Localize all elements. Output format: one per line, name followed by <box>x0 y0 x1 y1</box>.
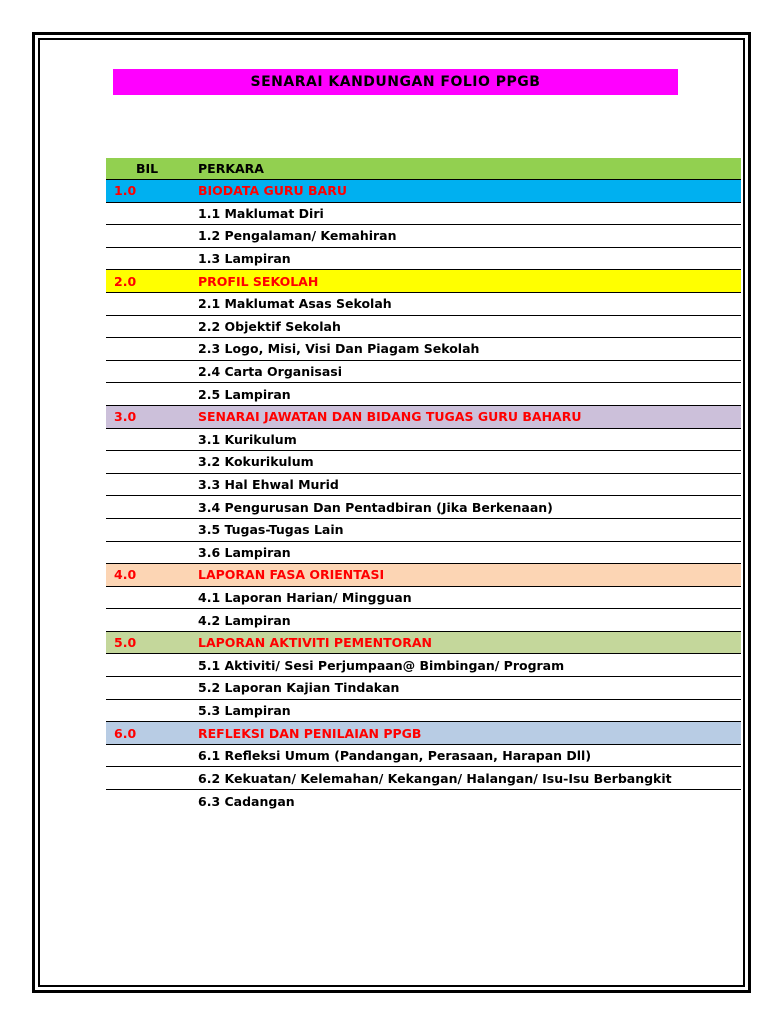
row-perkara: 3.6 Lampiran <box>198 544 291 560</box>
document-title: SENARAI KANDUNGAN FOLIO PPGB <box>113 69 678 95</box>
table-row <box>106 587 741 610</box>
row-perkara: SENARAI JAWATAN DAN BIDANG TUGAS GURU BAHARU <box>198 409 582 425</box>
header-bil: BIL <box>136 161 159 176</box>
row-perkara: 6.2 Kekuatan/ Kelemahan/ Kekangan/ Halangan/ Isu-Isu Berbangkit <box>198 770 672 786</box>
row-perkara: 5.2 Laporan Kajian Tindakan <box>198 680 400 696</box>
row-perkara: LAPORAN FASA ORIENTASI <box>198 567 385 583</box>
row-perkara: 2.5 Lampiran <box>198 386 291 402</box>
table-row <box>106 474 741 497</box>
table-row <box>106 293 741 316</box>
row-bil: 2.0 <box>114 273 137 289</box>
row-perkara: REFLEKSI DAN PENILAIAN PPGB <box>198 725 422 741</box>
header-perkara: PERKARA <box>198 161 264 176</box>
row-bil: 1.0 <box>114 183 137 199</box>
row-perkara: 1.1 Maklumat Diri <box>198 205 324 221</box>
table-row <box>106 338 741 361</box>
row-bil: 4.0 <box>114 567 137 583</box>
table-row <box>106 225 741 248</box>
section-row <box>106 564 741 587</box>
table-row <box>106 496 741 519</box>
table-row <box>106 451 741 474</box>
table-row <box>106 429 741 452</box>
row-perkara: 3.2 Kokurikulum <box>198 454 314 470</box>
row-perkara: 2.2 Objektif Sekolah <box>198 318 341 334</box>
row-perkara: BIODATA GURU BARU <box>198 183 347 199</box>
table-row <box>106 677 741 700</box>
section-row <box>106 722 741 745</box>
row-perkara: 2.3 Logo, Misi, Visi Dan Piagam Sekolah <box>198 341 480 357</box>
row-perkara: 2.1 Maklumat Asas Sekolah <box>198 296 392 312</box>
row-perkara: 3.5 Tugas-Tugas Lain <box>198 522 344 538</box>
row-perkara: LAPORAN AKTIVITI PEMENTORAN <box>198 635 432 651</box>
table-row <box>106 609 741 632</box>
table-row <box>106 654 741 677</box>
table-row <box>106 542 741 565</box>
row-perkara: 6.3 Cadangan <box>198 793 295 809</box>
table-of-contents <box>106 158 741 813</box>
row-perkara: 4.2 Lampiran <box>198 612 291 628</box>
row-perkara: 3.3 Hal Ehwal Murid <box>198 477 339 493</box>
row-perkara: PROFIL SEKOLAH <box>198 273 319 289</box>
table-row <box>106 767 741 790</box>
section-row <box>106 180 741 203</box>
row-perkara: 5.1 Aktiviti/ Sesi Perjumpaan@ Bimbingan/ Program <box>198 657 565 673</box>
table-row <box>106 383 741 406</box>
row-perkara: 1.3 Lampiran <box>198 251 291 267</box>
section-row <box>106 270 741 293</box>
row-bil: 3.0 <box>114 409 137 425</box>
table-row <box>106 248 741 271</box>
row-perkara: 1.2 Pengalaman/ Kemahiran <box>198 228 397 244</box>
table-row <box>106 745 741 768</box>
section-row <box>106 632 741 655</box>
row-perkara: 5.3 Lampiran <box>198 702 291 718</box>
section-row <box>106 406 741 429</box>
row-perkara: 6.1 Refleksi Umum (Pandangan, Perasaan, Harapan Dll) <box>198 748 592 764</box>
table-row <box>106 790 741 813</box>
table-body <box>106 180 741 813</box>
table-row <box>106 519 741 542</box>
table-row <box>106 203 741 226</box>
table-row <box>106 361 741 384</box>
row-bil: 6.0 <box>114 725 137 741</box>
row-perkara: 2.4 Carta Organisasi <box>198 364 342 380</box>
table-row <box>106 316 741 339</box>
row-perkara: 3.1 Kurikulum <box>198 431 297 447</box>
table-header-row <box>106 158 741 180</box>
table-row <box>106 700 741 723</box>
row-perkara: 4.1 Laporan Harian/ Mingguan <box>198 589 412 605</box>
row-perkara: 3.4 Pengurusan Dan Pentadbiran (Jika Berkenaan) <box>198 499 553 515</box>
row-bil: 5.0 <box>114 635 137 651</box>
